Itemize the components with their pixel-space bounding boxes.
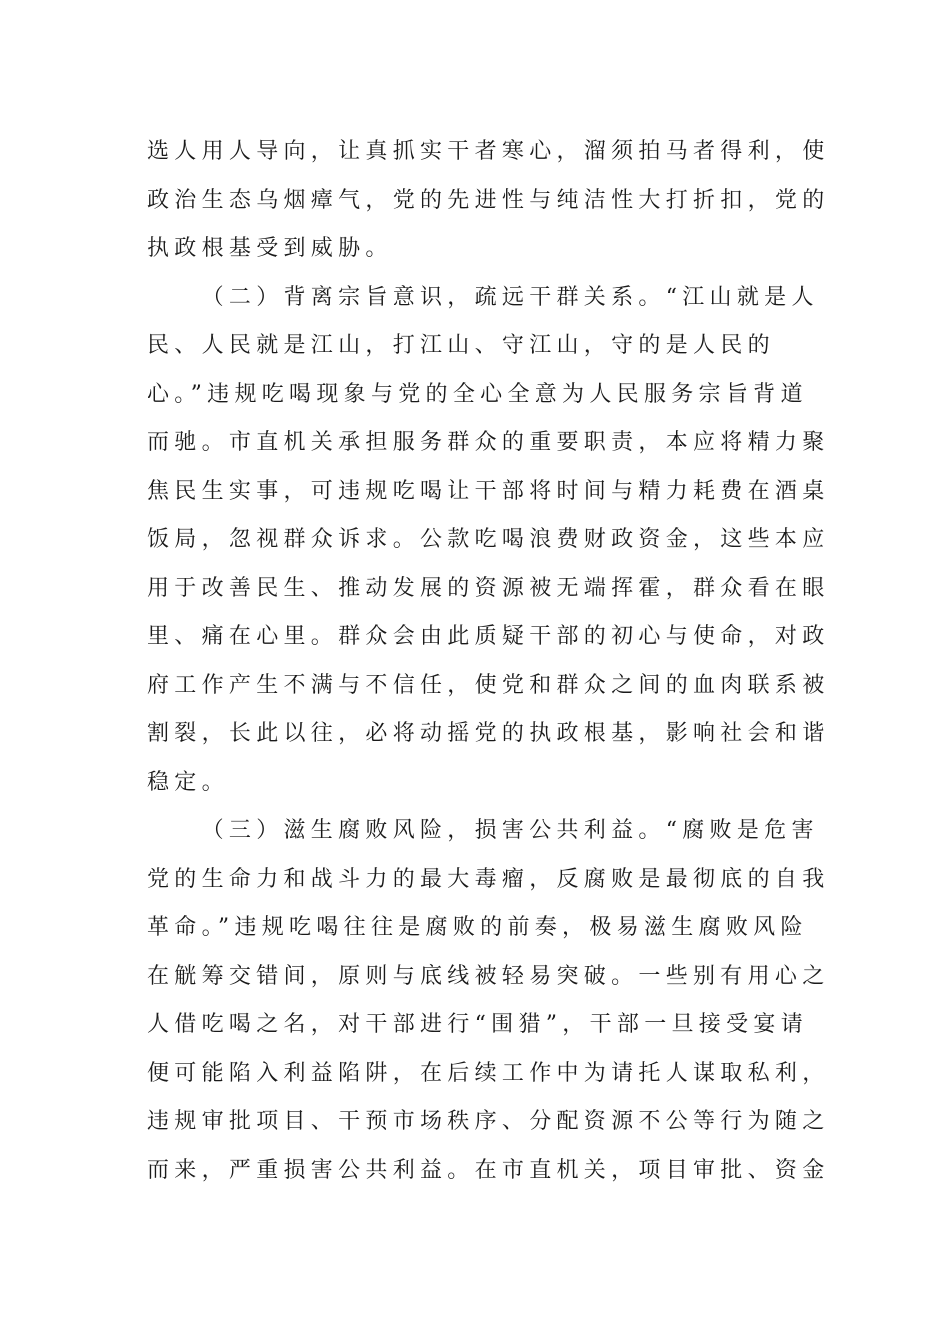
text-line: 革命。”违规吃喝往往是腐败的前奏，极易滋生腐败风险 bbox=[147, 915, 808, 940]
text-line: 稳定。 bbox=[147, 769, 229, 795]
paragraph-continuation bbox=[147, 128, 830, 274]
text-line: 人借吃喝之名，对干部进行“围猎”，干部一旦接受宴请 bbox=[147, 1012, 808, 1037]
paragraph-section-3 bbox=[147, 807, 830, 1195]
text-line: 而驰。市直机关承担服务群众的重要职责，本应将精力聚 bbox=[147, 430, 830, 455]
text-line: 在觥筹交错间，原则与底线被轻易突破。一些别有用心之 bbox=[147, 963, 830, 989]
section-heading-line: （三）滋生腐败风险，损害公共利益。“腐败是危害 bbox=[201, 818, 819, 843]
text-line: 焦民生实事，可违规吃喝让干部将时间与精力耗费在酒桌 bbox=[147, 478, 830, 504]
text-line: 违规审批项目、干预市场秩序、分配资源不公等行为随之 bbox=[147, 1109, 830, 1134]
text-line: 政治生态乌烟瘴气，党的先进性与纯洁性大打折扣，党的 bbox=[147, 187, 830, 213]
text-line: 民、人民就是江山，打江山、守江山，守的是人民的 bbox=[147, 333, 775, 358]
text-line: 心。”违规吃喝现象与党的全心全意为人民服务宗旨背道 bbox=[147, 381, 808, 407]
text-line: 便可能陷入利益陷阱，在后续工作中为请托人谋取私利， bbox=[147, 1060, 830, 1086]
text-line: 饭局，忽视群众诉求。公款吃喝浪费财政资金，这些本应 bbox=[147, 527, 830, 552]
text-line: 割裂，长此以往，必将动摇党的执政根基，影响社会和谐 bbox=[147, 721, 830, 746]
text-line: 而来，严重损害公共利益。在市直机关，项目审批、资金 bbox=[147, 1157, 830, 1183]
paragraph-section-2 bbox=[147, 274, 830, 808]
section-heading-line: （二）背离宗旨意识，疏远干群关系。“江山就是人 bbox=[201, 284, 819, 310]
text-line: 选人用人导向，让真抓实干者寒心，溜须拍马者得利，使 bbox=[147, 139, 830, 164]
text-line: 府工作产生不满与不信任，使党和群众之间的血肉联系被 bbox=[147, 672, 830, 698]
document-page bbox=[147, 128, 830, 1195]
text-line: 里、痛在心里。群众会由此质疑干部的初心与使命，对政 bbox=[147, 624, 830, 649]
text-line: 用于改善民生、推动发展的资源被无端挥霍，群众看在眼 bbox=[147, 575, 830, 601]
text-line: 党的生命力和战斗力的最大毒瘤，反腐败是最彻底的自我 bbox=[147, 866, 830, 892]
text-line: 执政根基受到威胁。 bbox=[147, 236, 393, 261]
